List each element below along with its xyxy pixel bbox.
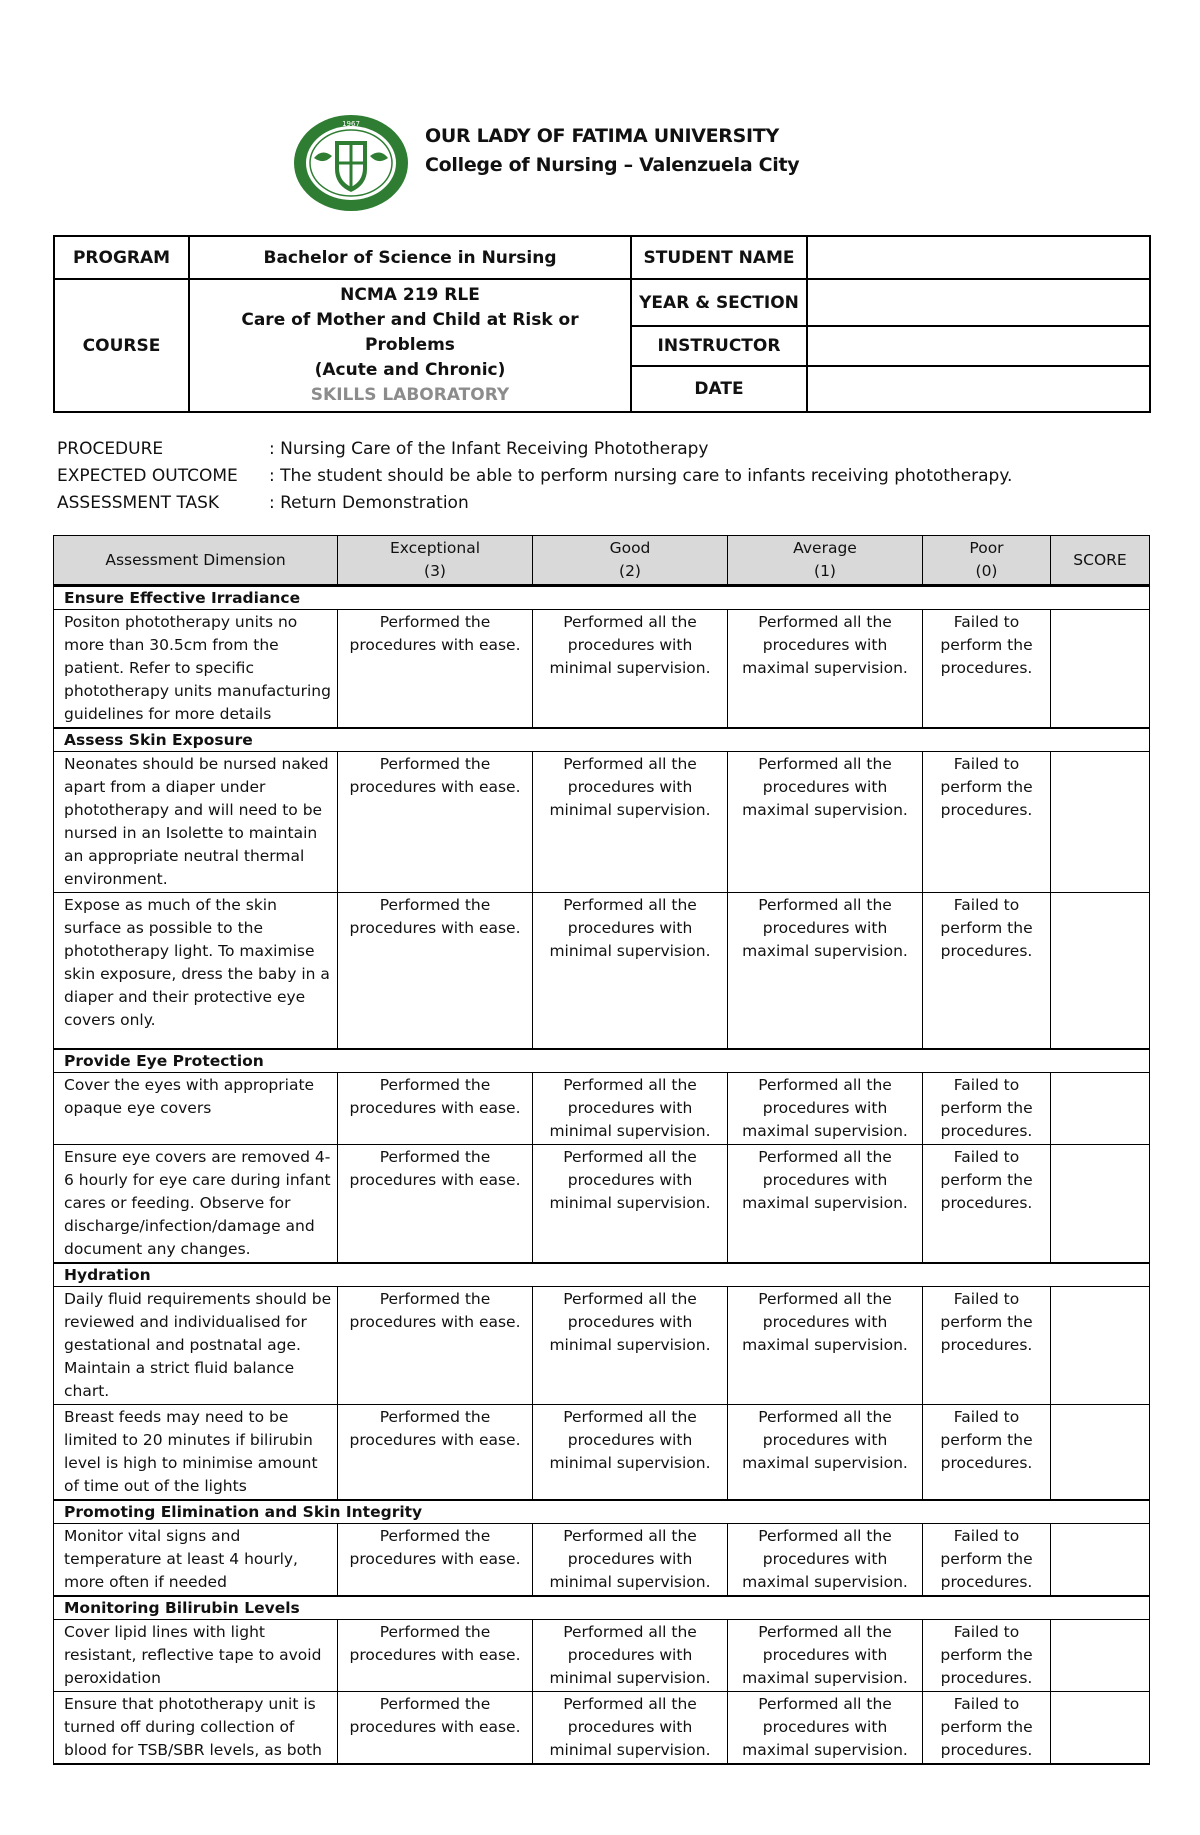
course-code: NCMA 219 RLE	[340, 285, 480, 305]
section-title: Monitoring Bilirubin Levels	[54, 1596, 1150, 1620]
score-cell[interactable]	[1051, 1144, 1150, 1263]
course-type: SKILLS LABORATORY	[310, 385, 510, 405]
header-score: SCORE	[1051, 536, 1150, 586]
score-cell[interactable]	[1051, 610, 1150, 729]
criterion-text: Expose as much of the skin surface as possible to the phototherapy light. To maximise skin exposure, dress the baby in a diaper and their protective eye covers only.	[54, 893, 338, 1049]
section-title: Provide Eye Protection	[54, 1049, 1150, 1073]
date-label: DATE	[631, 366, 807, 412]
average-descriptor: Performed all the procedures with maximal supervision.	[728, 1523, 923, 1596]
score-cell[interactable]	[1051, 752, 1150, 893]
section-title: Assess Skin Exposure	[54, 728, 1150, 752]
good-descriptor: Performed all the procedures with minimal supervision.	[533, 1523, 728, 1596]
poor-descriptor: Failed to perform the procedures.	[923, 752, 1051, 893]
page-header	[292, 113, 932, 213]
poor-descriptor: Failed to perform the procedures.	[923, 1072, 1051, 1144]
assessment-task-label: ASSESSMENT TASK	[57, 493, 220, 513]
good-descriptor: Performed all the procedures with minimal supervision.	[533, 893, 728, 1049]
score-cell[interactable]	[1051, 1691, 1150, 1764]
university-name: OUR LADY OF FATIMA UNIVERSITY	[425, 125, 779, 147]
year-section-label: YEAR & SECTION	[631, 279, 807, 326]
average-descriptor: Performed all the procedures with maximal supervision.	[728, 1286, 923, 1404]
course-details	[189, 279, 631, 412]
exceptional-descriptor: Performed the procedures with ease.	[338, 893, 533, 1049]
average-descriptor: Performed all the procedures with maximal supervision.	[728, 752, 923, 893]
exceptional-descriptor: Performed the procedures with ease.	[338, 610, 533, 729]
score-cell[interactable]	[1051, 1619, 1150, 1691]
program-label: PROGRAM	[54, 236, 189, 279]
average-descriptor: Performed all the procedures with maximal supervision.	[728, 1144, 923, 1263]
date-field[interactable]	[807, 366, 1150, 412]
exceptional-descriptor: Performed the procedures with ease.	[338, 752, 533, 893]
criterion-text: Ensure that phototherapy unit is turned off during collection of blood for TSB/SBR levels, as both	[54, 1691, 338, 1764]
exceptional-descriptor: Performed the procedures with ease.	[338, 1144, 533, 1263]
average-descriptor: Performed all the procedures with maximal supervision.	[728, 1404, 923, 1500]
score-cell[interactable]	[1051, 1523, 1150, 1596]
average-descriptor: Performed all the procedures with maximal supervision.	[728, 893, 923, 1049]
assessment-task-value: : Return Demonstration	[269, 493, 469, 513]
average-descriptor: Performed all the procedures with maximal supervision.	[728, 610, 923, 729]
exceptional-descriptor: Performed the procedures with ease.	[338, 1523, 533, 1596]
exceptional-descriptor: Performed the procedures with ease.	[338, 1286, 533, 1404]
average-descriptor: Performed all the procedures with maximal supervision.	[728, 1619, 923, 1691]
criterion-text: Cover the eyes with appropriate opaque eye covers	[54, 1072, 338, 1144]
college-name: College of Nursing – Valenzuela City	[425, 154, 800, 176]
good-descriptor: Performed all the procedures with minimal supervision.	[533, 1691, 728, 1764]
good-descriptor: Performed all the procedures with minimal supervision.	[533, 1072, 728, 1144]
instructor-label: INSTRUCTOR	[631, 326, 807, 366]
criterion-text: Monitor vital signs and temperature at least 4 hourly, more often if needed	[54, 1523, 338, 1596]
section-title: Ensure Effective Irradiance	[54, 586, 1150, 610]
score-cell[interactable]	[1051, 1286, 1150, 1404]
poor-descriptor: Failed to perform the procedures.	[923, 1619, 1051, 1691]
criterion-text: Daily fluid requirements should be reviewed and individualised for gestational and postnatal age. Maintain a strict fluid balance chart.	[54, 1286, 338, 1404]
poor-descriptor: Failed to perform the procedures.	[923, 1691, 1051, 1764]
poor-descriptor: Failed to perform the procedures.	[923, 1144, 1051, 1263]
exceptional-descriptor: Performed the procedures with ease.	[338, 1404, 533, 1500]
student-info-table	[53, 235, 1151, 413]
program-value: Bachelor of Science in Nursing	[189, 236, 631, 279]
course-title-line-2: (Acute and Chronic)	[314, 360, 506, 380]
score-cell[interactable]	[1051, 1404, 1150, 1500]
section-title: Promoting Elimination and Skin Integrity	[54, 1500, 1150, 1524]
procedure-label: PROCEDURE	[57, 439, 164, 459]
header-exceptional: Exceptional (3)	[338, 536, 533, 586]
average-descriptor: Performed all the procedures with maximal supervision.	[728, 1691, 923, 1764]
criterion-text: Ensure eye covers are removed 4-6 hourly for eye care during infant cares or feeding. Observe for discharge/infection/damage and document any changes.	[54, 1144, 338, 1263]
exceptional-descriptor: Performed the procedures with ease.	[338, 1691, 533, 1764]
poor-descriptor: Failed to perform the procedures.	[923, 1404, 1051, 1500]
rubric-table	[53, 535, 1150, 1765]
procedure-value: : Nursing Care of the Infant Receiving Phototherapy	[269, 439, 709, 459]
score-cell[interactable]	[1051, 1072, 1150, 1144]
university-seal-icon	[292, 113, 410, 213]
procedure-details	[57, 436, 1012, 517]
header-dimension: Assessment Dimension	[54, 536, 338, 586]
criterion-text: Neonates should be nursed naked apart from a diaper under phototherapy and will need to be nursed in an Isolette to maintain an appropriate neutral thermal environment.	[54, 752, 338, 893]
criterion-text: Cover lipid lines with light resistant, reflective tape to avoid peroxidation	[54, 1619, 338, 1691]
average-descriptor: Performed all the procedures with maximal supervision.	[728, 1072, 923, 1144]
poor-descriptor: Failed to perform the procedures.	[923, 1286, 1051, 1404]
instructor-field[interactable]	[807, 326, 1150, 366]
student-name-label: STUDENT NAME	[631, 236, 807, 279]
score-cell[interactable]	[1051, 893, 1150, 1049]
expected-outcome-label: EXPECTED OUTCOME	[57, 466, 238, 486]
criterion-text: Breast feeds may need to be limited to 20 minutes if bilirubin level is high to minimise amount of time out of the lights	[54, 1404, 338, 1500]
section-title: Hydration	[54, 1263, 1150, 1287]
good-descriptor: Performed all the procedures with minimal supervision.	[533, 752, 728, 893]
exceptional-descriptor: Performed the procedures with ease.	[338, 1619, 533, 1691]
expected-outcome-value: : The student should be able to perform nursing care to infants receiving phototherapy.	[269, 466, 1013, 486]
svg-text:1967: 1967	[342, 120, 360, 128]
good-descriptor: Performed all the procedures with minimal supervision.	[533, 610, 728, 729]
header-good: Good (2)	[533, 536, 728, 586]
student-name-field[interactable]	[807, 236, 1150, 279]
criterion-text: Positon phototherapy units no more than 30.5cm from the patient. Refer to specific phototherapy units manufacturing guidelines for more details	[54, 610, 338, 729]
good-descriptor: Performed all the procedures with minimal supervision.	[533, 1286, 728, 1404]
header-poor: Poor (0)	[923, 536, 1051, 586]
course-title-line-1: Care of Mother and Child at Risk or Problems	[241, 310, 579, 355]
header-average: Average (1)	[728, 536, 923, 586]
poor-descriptor: Failed to perform the procedures.	[923, 610, 1051, 729]
good-descriptor: Performed all the procedures with minimal supervision.	[533, 1619, 728, 1691]
poor-descriptor: Failed to perform the procedures.	[923, 1523, 1051, 1596]
course-label: COURSE	[54, 279, 189, 412]
exceptional-descriptor: Performed the procedures with ease.	[338, 1072, 533, 1144]
good-descriptor: Performed all the procedures with minimal supervision.	[533, 1404, 728, 1500]
good-descriptor: Performed all the procedures with minimal supervision.	[533, 1144, 728, 1263]
poor-descriptor: Failed to perform the procedures.	[923, 893, 1051, 1049]
year-section-field[interactable]	[807, 279, 1150, 326]
